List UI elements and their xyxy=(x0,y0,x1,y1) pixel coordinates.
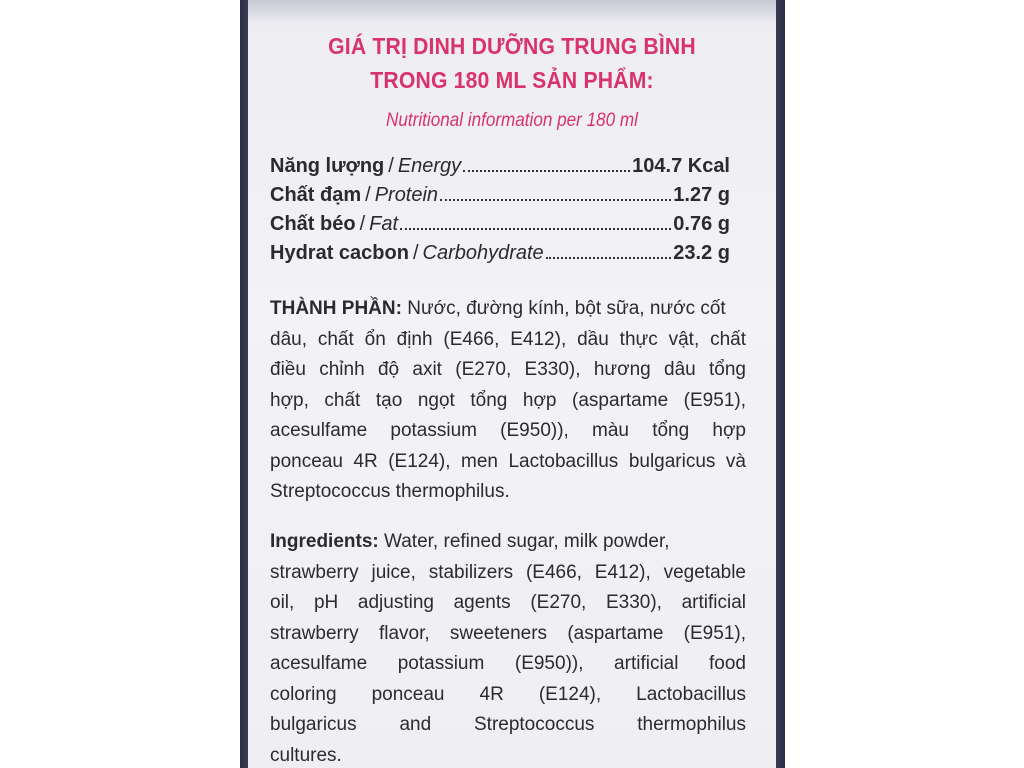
ingredients-text: Nước, đường kính, bột sữa, nước cốt xyxy=(401,298,726,319)
ingredients-line xyxy=(270,294,746,325)
ingredients-heading-en: Ingredients: xyxy=(270,531,379,552)
ingredients-line: strawberry juice, stabilizers (E466, E412), vegetable xyxy=(270,561,746,583)
nutrient-name-en: Carbohydrate xyxy=(422,242,544,264)
nutrient-name-vi: Hydrat cacbon xyxy=(270,242,409,264)
dot-leader xyxy=(440,183,671,201)
nutrient-name-vi: Chất béo xyxy=(270,213,356,235)
separator: / xyxy=(388,155,394,177)
nutrient-name-en: Energy xyxy=(397,155,462,177)
nutrient-value: 0.76 g xyxy=(673,213,730,235)
ingredients-line xyxy=(270,527,746,558)
ingredients-line: Streptococcus thermophilus. xyxy=(270,481,510,502)
ingredients-line: acesulfame potassium (E950)), màu tổng hợp xyxy=(270,420,746,441)
ingredients-line: hợp, chất tạo ngọt tổng hợp (aspartame (E951), xyxy=(270,389,746,411)
ingredients-vietnamese xyxy=(270,294,746,508)
nutrient-name-en: Fat xyxy=(369,213,399,235)
ingredients-line: strawberry flavor, sweeteners (aspartame (E951), xyxy=(270,622,746,644)
nutrition-row-carbohydrate xyxy=(270,241,730,269)
ingredients-heading-vi: THÀNH PHẦN: xyxy=(270,298,402,319)
nutrient-value: 1.27 g xyxy=(673,184,730,206)
nutrition-label-panel xyxy=(248,0,776,768)
dot-leader xyxy=(463,154,630,172)
title-line-1: GIÁ TRỊ DINH DƯỠNG TRUNG BÌNH xyxy=(328,33,696,59)
nutrition-row-fat xyxy=(270,212,730,240)
ingredients-line: điều chỉnh độ axit (E270, E330), hương dâu tổng xyxy=(270,359,746,380)
separator: / xyxy=(365,184,371,206)
ingredients-line: ponceau 4R (E124), men Lactobacillus bulgaricus và xyxy=(270,450,746,472)
nutrition-row-protein xyxy=(270,183,730,211)
dot-leader xyxy=(400,212,671,230)
ingredients-english xyxy=(270,527,746,768)
separator: / xyxy=(359,213,366,235)
ingredients-line: acesulfame potassium (E950)), artificial food xyxy=(270,653,746,674)
nutrient-value: 23.2 g xyxy=(673,242,730,264)
ingredients-text: Water, refined sugar, milk powder, xyxy=(378,531,670,552)
ingredients-line: dâu, chất ổn định (E466, E412), dầu thực vật, chất xyxy=(270,328,746,350)
nutrient-name-en: Protein xyxy=(374,184,439,206)
separator: / xyxy=(412,242,419,264)
ingredients-line: cultures. xyxy=(270,744,342,766)
nutrient-name-vi: Năng lượng xyxy=(270,155,385,177)
ingredients-line: bulgaricus and Streptococcus thermophilus xyxy=(270,714,746,735)
ingredients-line: oil, pH adjusting agents (E270, E330), artificial xyxy=(270,592,746,613)
nutrition-row-energy xyxy=(270,154,730,182)
title-line-2: TRONG 180 ML SẢN PHẨM: xyxy=(370,67,654,93)
ingredients-line: coloring ponceau 4R (E124), Lactobacillus xyxy=(270,683,746,705)
subtitle: Nutritional information per 180 ml xyxy=(386,110,638,131)
dot-leader xyxy=(546,241,672,259)
package-edge-left xyxy=(240,0,248,768)
nutrient-name-vi: Chất đạm xyxy=(270,184,362,206)
nutrient-value: 104.7 Kcal xyxy=(632,155,730,177)
package-edge-right xyxy=(776,0,785,768)
